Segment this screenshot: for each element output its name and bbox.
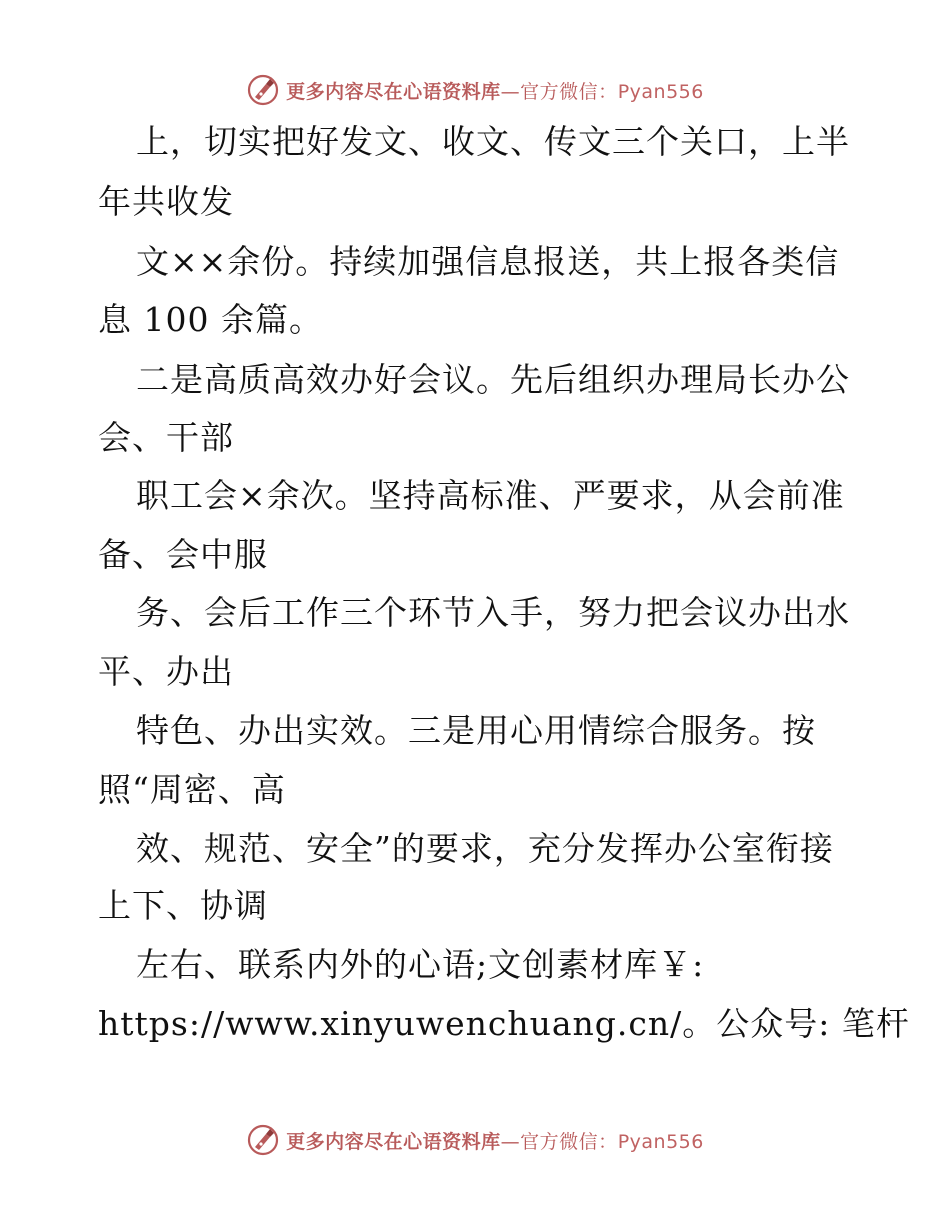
body-line: https://www.xinyuwenchuang.cn/。公众号: 笔杆 — [98, 1004, 910, 1043]
wechat-id: Pyan556 — [617, 1130, 704, 1153]
header-banner — [0, 70, 950, 110]
body-line: 上，切实把好发文、收文、传文三个关口，上半 — [136, 122, 850, 161]
body-line: 上下、协调 — [98, 886, 268, 925]
body-line: 二是高质高效办好会议。先后组织办理局长办公 — [136, 360, 850, 399]
wechat-id: Pyan556 — [617, 80, 704, 103]
pen-nib-logo-icon — [246, 73, 280, 107]
body-line: 会、干部 — [98, 418, 234, 457]
footer-banner — [0, 1120, 950, 1160]
body-line: 备、会中服 — [98, 535, 268, 574]
body-line: 特色、办出实效。三是用心用情综合服务。按 — [136, 711, 816, 750]
body-line: 照“周密、高 — [98, 770, 286, 809]
body-line: 职工会×余次。坚持高标准、严要求，从会前准 — [136, 476, 845, 515]
wechat-label: 官方微信： — [520, 80, 618, 103]
body-line: 效、规范、安全”的要求，充分发挥办公室衔接 — [136, 829, 834, 868]
body-line: 左右、联系内外的心语;文创素材库￥: — [136, 945, 705, 984]
body-line: 文××余份。持续加强信息报送，共上报各类信 — [136, 242, 840, 281]
banner-text — [286, 77, 704, 104]
banner-text — [286, 1127, 704, 1154]
body-line: 年共收发 — [98, 182, 234, 221]
body-line: 务、会后工作三个环节入手，努力把会议办出水 — [136, 593, 850, 632]
site-name: 更多内容尽在心语资料库 — [286, 1130, 501, 1153]
body-line: 平、办出 — [98, 652, 234, 691]
body-line: 息 100 余篇。 — [98, 300, 323, 339]
pen-nib-logo-icon — [246, 1123, 280, 1157]
banner-separator: — — [500, 1130, 521, 1153]
wechat-label: 官方微信： — [520, 1130, 618, 1153]
banner-separator: — — [500, 80, 521, 103]
site-name: 更多内容尽在心语资料库 — [286, 80, 501, 103]
